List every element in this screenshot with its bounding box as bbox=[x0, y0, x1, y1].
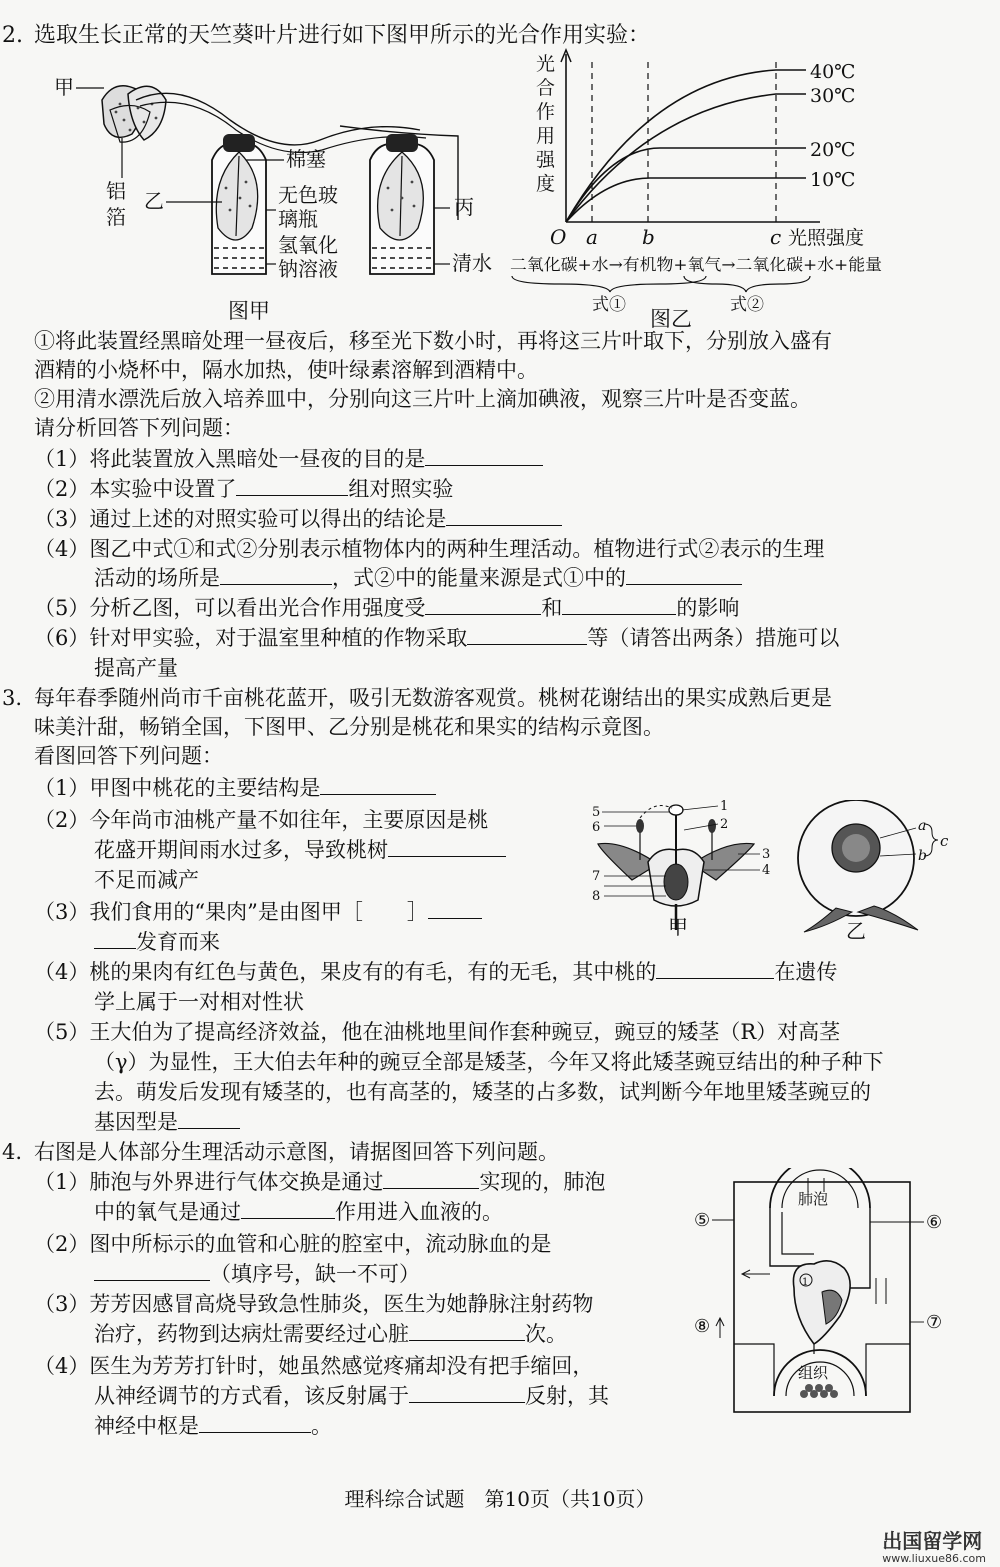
label-lv1: 铝 bbox=[106, 179, 126, 203]
answer-blank bbox=[428, 898, 482, 919]
ylabel-2: 合 bbox=[536, 77, 556, 99]
answer-blank bbox=[388, 836, 506, 857]
flower-label-4: 4 bbox=[762, 863, 771, 878]
q32-part-3: （3）通过上述的对照实验可以得出的结论是 bbox=[34, 505, 562, 533]
answer-blank bbox=[199, 1412, 311, 1433]
q32-ask: 请分析回答下列问题： bbox=[34, 416, 244, 440]
figure-jia-experiment-diagram bbox=[40, 60, 510, 330]
label-na2: 钠溶液 bbox=[278, 257, 338, 281]
q33-part-3-line-a: （3）我们食用的“果肉”是由图甲［ ］ bbox=[34, 898, 482, 926]
flower-label-7: 7 bbox=[592, 869, 601, 884]
answer-blank bbox=[562, 594, 676, 615]
q34-part-3-line-b: 治疗，药物到达病灶需要经过心脏 次。 bbox=[94, 1322, 567, 1346]
flower-label-2: 2 bbox=[720, 817, 729, 832]
xlabel: 光照强度 bbox=[788, 227, 865, 249]
flower-diagram bbox=[592, 800, 770, 939]
q34-part-1-line-a: （1）肺泡与外界进行气体交换是通过 实现的，肺泡 bbox=[34, 1170, 606, 1194]
figure-yi-photosynthesis-graph bbox=[500, 48, 900, 330]
label-vessel-6: ⑥ bbox=[926, 1212, 943, 1233]
q33-part-5-line-a: （5）王大伯为了提高经济效益，他在油桃地里间作套种豌豆，豌豆的矮茎（R）对高茎 bbox=[34, 1020, 841, 1044]
ylabel-5: 强 bbox=[536, 149, 556, 171]
q32-part-6-line-a: （6）针对甲实验，对于温室里种植的作物采取 等（请答出两条）措施可以 bbox=[34, 626, 840, 650]
curve-20c bbox=[566, 148, 806, 222]
q33-part-2-line-a: （2）今年尚市油桃产量不如往年，主要原因是桃 bbox=[34, 808, 489, 832]
q34-part-4-line-c: 神经中枢是 。 bbox=[94, 1414, 332, 1438]
fruit-label-c: c bbox=[940, 832, 948, 850]
flower-label-6: 6 bbox=[592, 820, 601, 835]
fruit-diagram bbox=[798, 800, 948, 943]
flower-label-8: 8 bbox=[592, 889, 601, 904]
q34-part-1-line-b: 中的氧气是通过 作用进入血液的。 bbox=[94, 1200, 503, 1224]
label-jia: 甲 bbox=[54, 75, 74, 99]
svg-text:1: 1 bbox=[802, 1277, 809, 1288]
answer-blank bbox=[241, 1198, 335, 1219]
ylabel-3: 作 bbox=[536, 101, 556, 123]
label-vessel-5: ⑤ bbox=[694, 1210, 711, 1231]
figure-peach-flower-fruit bbox=[588, 800, 948, 946]
answer-blank bbox=[94, 1260, 210, 1281]
temp-10c: 10℃ bbox=[810, 169, 856, 191]
answer-blank bbox=[320, 774, 436, 795]
q33-part-5-line-d: 基因型是 bbox=[94, 1108, 240, 1136]
fruit-label-a: a bbox=[918, 818, 927, 834]
answer-blank bbox=[446, 505, 562, 526]
label-tissue: 组织 bbox=[798, 1364, 829, 1382]
ylabel-1: 光 bbox=[536, 53, 556, 75]
q34-part-4-line-b: 从神经调节的方式看，该反射属于 反射，其 bbox=[94, 1384, 609, 1408]
page-footer: 理科综合试题 第10页（共10页） bbox=[344, 1487, 656, 1511]
q33-part-2-line-c: 不足而减产 bbox=[94, 868, 199, 892]
answer-blank bbox=[220, 564, 332, 585]
origin-label: O bbox=[550, 225, 567, 249]
answer-blank bbox=[236, 475, 348, 496]
figure-circulation-diagram bbox=[690, 1168, 952, 1430]
q32-part-6-line-b: 提高产量 bbox=[94, 656, 178, 680]
q34-part-2-line-a: （2）图中所标示的血管和心脏的腔室中，流动脉血的是 bbox=[34, 1232, 552, 1256]
ylabel-6: 度 bbox=[536, 173, 556, 195]
tick-c: c bbox=[770, 225, 782, 249]
bottle-bing bbox=[370, 134, 434, 274]
flower-label-1: 1 bbox=[720, 800, 729, 814]
curve-30c bbox=[566, 94, 806, 222]
question-32-intro: 选取生长正常的天竺葵叶片进行如下图甲所示的光合作用实验： bbox=[34, 23, 651, 48]
label-lv2: 箔 bbox=[106, 205, 126, 229]
formula-2-label: 式② bbox=[730, 295, 764, 315]
label-mian: 棉塞 bbox=[286, 147, 326, 171]
question-33-number: 3. bbox=[2, 686, 23, 710]
bottle-yi bbox=[212, 134, 266, 274]
q34-part-3-line-a: （3）芳芳因感冒高烧导致急性肺炎，医生为她静脉注射药物 bbox=[34, 1292, 594, 1316]
label-na1: 氢氧化 bbox=[278, 233, 338, 257]
step-1-line-a: ①将此装置经黑暗处理一昼夜后，移至光下数小时，再将这三片叶取下，分别放入盛有 bbox=[34, 329, 832, 353]
q32-part-2: （2）本实验中设置了 组对照实验 bbox=[34, 477, 454, 501]
equation: 二氧化碳+水→有机物+氧气→二氧化碳+水+能量 bbox=[510, 255, 882, 274]
q32-part-1: （1）将此装置放入黑暗处一昼夜的目的是 bbox=[34, 445, 543, 473]
ylabel-4: 用 bbox=[536, 125, 556, 147]
q33-part-4-line-a: （4）桃的果肉有红色与黄色，果皮有的有毛，有的无毛，其中桃的 在遗传 bbox=[34, 960, 838, 984]
flower-label-5: 5 bbox=[592, 805, 601, 820]
q34-part-4-line-a: （4）医生为芳芳打针时，她虽然感觉疼痛却没有把手缩回， bbox=[34, 1354, 594, 1378]
answer-blank bbox=[409, 1382, 525, 1403]
label-alveolus: 肺泡 bbox=[798, 1190, 829, 1208]
q32-part-4-line-a: （4）图乙中式①和式②分别表示植物体内的两种生理活动。植物进行式②表示的生理 bbox=[34, 537, 825, 561]
watermark-name: 出国留学网 bbox=[882, 1529, 983, 1553]
caption-fruit: 乙 bbox=[846, 919, 866, 943]
watermark bbox=[882, 1530, 986, 1565]
q33-ask: 看图回答下列问题： bbox=[34, 744, 223, 768]
temp-30c: 30℃ bbox=[810, 85, 856, 107]
q32-part-4-line-b: 活动的场所是 ，式②中的能量来源是式①中的 bbox=[94, 564, 742, 592]
temp-20c: 20℃ bbox=[810, 139, 856, 161]
label-yi: 乙 bbox=[144, 189, 164, 213]
q33-part-3-line-b: 发育而来 bbox=[94, 928, 220, 956]
q33-part-5-line-c: 去。萌发后发现有矮茎的，也有高茎的，矮茎的占多数，试判断今年地里矮茎豌豆的 bbox=[94, 1080, 871, 1104]
temp-40c: 40℃ bbox=[810, 61, 856, 83]
caption-flower: 甲 bbox=[668, 915, 688, 939]
q33-intro-line-2: 味美汁甜，畅销全国，下图甲、乙分别是桃花和果实的结构示竟图。 bbox=[34, 715, 664, 739]
label-bo1: 无色玻 bbox=[278, 183, 338, 207]
question-34-number: 4. bbox=[2, 1140, 23, 1164]
tick-b: b bbox=[642, 225, 655, 249]
q34-part-2-line-b: （填序号，缺一不可） bbox=[94, 1260, 420, 1288]
formula-1-label: 式① bbox=[592, 295, 626, 315]
step-1-line-b: 酒精的小烧杯中，隔水加热，使叶绿素溶解到酒精中。 bbox=[34, 358, 538, 382]
q34-intro: 右图是人体部分生理活动示意图，请据图回答下列问题。 bbox=[34, 1140, 559, 1164]
q33-part-2-line-b: 花盛开期间雨水过多，导致桃树 bbox=[94, 836, 506, 864]
curve-10c bbox=[566, 178, 806, 222]
label-bo2: 璃瓶 bbox=[278, 207, 318, 231]
answer-blank bbox=[467, 624, 587, 645]
answer-blank bbox=[425, 594, 541, 615]
label-qing: 清水 bbox=[452, 251, 492, 275]
answer-blank bbox=[94, 928, 136, 949]
label-bing: 丙 bbox=[454, 195, 474, 219]
q33-part-5-line-b: （γ）为显性，王大伯去年种的豌豆全部是矮茎，今年又将此矮茎豌豆结出的种子种下 bbox=[94, 1050, 884, 1074]
q33-part-4-line-b: 学上属于一对相对性状 bbox=[94, 990, 304, 1014]
answer-blank bbox=[656, 958, 774, 979]
q32-part-5: （5）分析乙图，可以看出光合作用强度受 和 的影响 bbox=[34, 596, 740, 620]
answer-blank bbox=[626, 564, 742, 585]
answer-blank bbox=[383, 1168, 479, 1189]
answer-blank bbox=[409, 1320, 525, 1341]
fruit-label-b: b bbox=[918, 848, 927, 864]
step-2: ②用清水漂洗后放入培养皿中，分别向这三片叶上滴加碘液，观察三片叶是否变蓝。 bbox=[34, 387, 811, 411]
caption-figure-jia: 图甲 bbox=[228, 299, 270, 323]
caption-figure-yi: 图乙 bbox=[650, 307, 692, 330]
q33-part-1: （1）甲图中桃花的主要结构是 bbox=[34, 774, 436, 802]
curve-40c bbox=[566, 70, 806, 222]
label-vessel-7: ⑦ bbox=[926, 1312, 943, 1333]
answer-blank bbox=[425, 445, 543, 466]
q33-intro-line-1: 每年春季随州尚市千亩桃花蓝开，吸引无数游客观赏。桃树花谢结出的果实成熟后更是 bbox=[34, 686, 832, 710]
watermark-url: www.liuxue86.com bbox=[882, 1552, 986, 1565]
answer-blank bbox=[178, 1108, 240, 1129]
flower-label-3: 3 bbox=[762, 847, 771, 862]
question-32-number: 2. bbox=[2, 23, 23, 48]
label-vessel-8: ⑧ bbox=[694, 1316, 711, 1337]
tick-a: a bbox=[586, 225, 598, 249]
